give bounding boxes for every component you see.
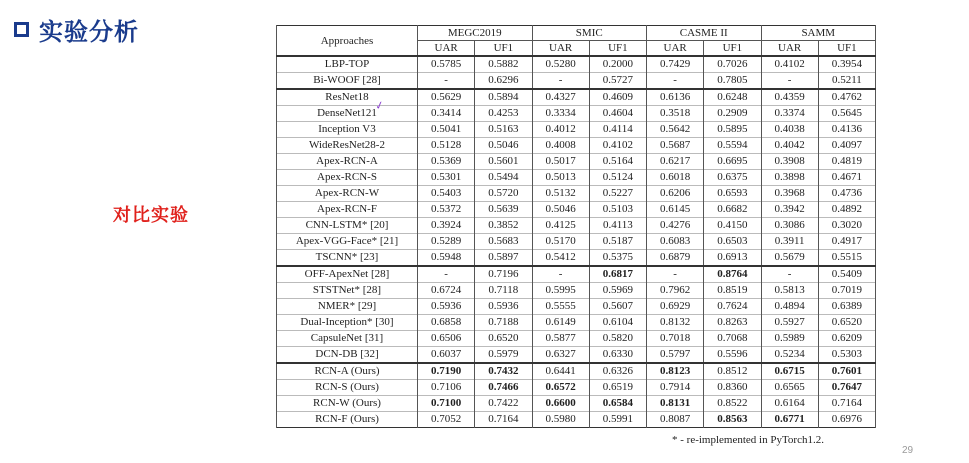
- value-cell: 0.8132: [647, 315, 704, 331]
- approach-name-cell: TSCNN* [23]: [277, 250, 418, 267]
- value-cell: 0.4671: [818, 170, 875, 186]
- value-cell: 0.6724: [418, 283, 475, 299]
- slide-title-text: 实验分析: [39, 18, 139, 46]
- value-cell: 0.5936: [475, 299, 532, 315]
- value-cell: 0.8263: [704, 315, 761, 331]
- value-cell: 0.6682: [704, 202, 761, 218]
- table-row: [277, 315, 876, 331]
- value-cell: 0.5720: [475, 186, 532, 202]
- value-cell: 0.4359: [761, 89, 818, 106]
- value-cell: 0.4008: [532, 138, 589, 154]
- value-cell: 0.7429: [647, 56, 704, 73]
- value-cell: 0.2000: [589, 56, 646, 73]
- value-cell: 0.7432: [475, 363, 532, 380]
- value-cell: 0.6217: [647, 154, 704, 170]
- metric-header-uar: UAR: [532, 41, 589, 57]
- value-cell: 0.6520: [475, 331, 532, 347]
- value-cell: 0.7601: [818, 363, 875, 380]
- value-cell: 0.6695: [704, 154, 761, 170]
- value-cell: 0.6976: [818, 412, 875, 428]
- value-cell: 0.7019: [818, 283, 875, 299]
- value-cell: 0.6506: [418, 331, 475, 347]
- value-cell: 0.5375: [589, 250, 646, 267]
- metric-header-uar: UAR: [418, 41, 475, 57]
- value-cell: 0.5211: [818, 73, 875, 90]
- value-cell: 0.5639: [475, 202, 532, 218]
- value-cell: 0.6817: [589, 266, 646, 283]
- value-cell: 0.5607: [589, 299, 646, 315]
- value-cell: 0.5128: [418, 138, 475, 154]
- value-cell: 0.7106: [418, 380, 475, 396]
- value-cell: 0.5989: [761, 331, 818, 347]
- value-cell: 0.5227: [589, 186, 646, 202]
- side-label: 对比实验: [113, 205, 189, 226]
- table-row: [277, 363, 876, 380]
- value-cell: 0.2909: [704, 106, 761, 122]
- metric-header-uf1: UF1: [704, 41, 761, 57]
- approach-name-cell: Dual-Inception* [30]: [277, 315, 418, 331]
- value-cell: 0.5170: [532, 234, 589, 250]
- value-cell: 0.6441: [532, 363, 589, 380]
- value-cell: 0.7647: [818, 380, 875, 396]
- value-cell: 0.7914: [647, 380, 704, 396]
- value-cell: 0.6572: [532, 380, 589, 396]
- value-cell: 0.4114: [589, 122, 646, 138]
- value-cell: 0.5877: [532, 331, 589, 347]
- approach-name-cell: WideResNet28-2: [277, 138, 418, 154]
- value-cell: 0.6104: [589, 315, 646, 331]
- table-row: [277, 122, 876, 138]
- value-cell: 0.5991: [589, 412, 646, 428]
- dataset-header-smic: SMIC: [532, 26, 647, 41]
- value-cell: 0.7196: [475, 266, 532, 283]
- value-cell: 0.5797: [647, 347, 704, 364]
- value-cell: 0.5187: [589, 234, 646, 250]
- value-cell: 0.4604: [589, 106, 646, 122]
- value-cell: 0.4125: [532, 218, 589, 234]
- value-cell: -: [761, 73, 818, 90]
- table-row: [277, 380, 876, 396]
- value-cell: 0.7026: [704, 56, 761, 73]
- table-row: [277, 73, 876, 90]
- value-cell: 0.7422: [475, 396, 532, 412]
- table-row: [277, 218, 876, 234]
- table-row: [277, 283, 876, 299]
- value-cell: 0.7190: [418, 363, 475, 380]
- value-cell: 0.5601: [475, 154, 532, 170]
- value-cell: 0.5727: [589, 73, 646, 90]
- results-table-container: [276, 25, 876, 428]
- approach-name-cell: Apex-RCN-A: [277, 154, 418, 170]
- table-row: [277, 106, 876, 122]
- value-cell: 0.5683: [475, 234, 532, 250]
- value-cell: 0.4097: [818, 138, 875, 154]
- approach-name-cell: RCN-A (Ours): [277, 363, 418, 380]
- value-cell: 0.4042: [761, 138, 818, 154]
- table-row: [277, 138, 876, 154]
- value-cell: 0.3020: [818, 218, 875, 234]
- table-row: [277, 412, 876, 428]
- value-cell: 0.6771: [761, 412, 818, 428]
- value-cell: 0.8563: [704, 412, 761, 428]
- value-cell: 0.6037: [418, 347, 475, 364]
- value-cell: 0.6389: [818, 299, 875, 315]
- value-cell: 0.6018: [647, 170, 704, 186]
- page-number: 29: [902, 445, 914, 456]
- value-cell: 0.8123: [647, 363, 704, 380]
- value-cell: 0.6715: [761, 363, 818, 380]
- value-cell: 0.7962: [647, 283, 704, 299]
- approach-name-cell: Bi-WOOF [28]: [277, 73, 418, 90]
- value-cell: 0.7164: [475, 412, 532, 428]
- value-cell: 0.6083: [647, 234, 704, 250]
- value-cell: 0.5687: [647, 138, 704, 154]
- value-cell: 0.6206: [647, 186, 704, 202]
- value-cell: 0.6164: [761, 396, 818, 412]
- value-cell: 0.6326: [589, 363, 646, 380]
- value-cell: 0.8360: [704, 380, 761, 396]
- value-cell: 0.5301: [418, 170, 475, 186]
- value-cell: 0.5494: [475, 170, 532, 186]
- value-cell: 0.4276: [647, 218, 704, 234]
- check-mark-icon: ✓: [373, 98, 386, 113]
- value-cell: 0.5979: [475, 347, 532, 364]
- value-cell: 0.7164: [818, 396, 875, 412]
- value-cell: 0.7100: [418, 396, 475, 412]
- approach-name-cell: Apex-VGG-Face* [21]: [277, 234, 418, 250]
- value-cell: 0.3086: [761, 218, 818, 234]
- table-header-row: [277, 26, 876, 41]
- approach-name-cell: DCN-DB [32]: [277, 347, 418, 364]
- table-row: [277, 234, 876, 250]
- value-cell: 0.7466: [475, 380, 532, 396]
- value-cell: 0.3924: [418, 218, 475, 234]
- value-cell: 0.5013: [532, 170, 589, 186]
- dataset-header-megc2019: MEGC2019: [418, 26, 533, 41]
- value-cell: 0.5046: [475, 138, 532, 154]
- value-cell: 0.3414: [418, 106, 475, 122]
- table-row: [277, 186, 876, 202]
- value-cell: 0.4253: [475, 106, 532, 122]
- value-cell: 0.5164: [589, 154, 646, 170]
- value-cell: 0.7118: [475, 283, 532, 299]
- metric-header-uf1: UF1: [589, 41, 646, 57]
- value-cell: 0.5017: [532, 154, 589, 170]
- approach-name-cell: DenseNet121: [277, 106, 418, 122]
- value-cell: 0.5596: [704, 347, 761, 364]
- value-cell: 0.5785: [418, 56, 475, 73]
- value-cell: 0.8131: [647, 396, 704, 412]
- value-cell: 0.5163: [475, 122, 532, 138]
- approach-name-cell: Apex-RCN-S: [277, 170, 418, 186]
- value-cell: 0.5041: [418, 122, 475, 138]
- value-cell: -: [418, 73, 475, 90]
- value-cell: 0.5132: [532, 186, 589, 202]
- value-cell: 0.6565: [761, 380, 818, 396]
- value-cell: 0.5948: [418, 250, 475, 267]
- value-cell: 0.6330: [589, 347, 646, 364]
- value-cell: 0.5409: [818, 266, 875, 283]
- value-cell: 0.8519: [704, 283, 761, 299]
- value-cell: 0.3852: [475, 218, 532, 234]
- value-cell: 0.6375: [704, 170, 761, 186]
- value-cell: 0.4327: [532, 89, 589, 106]
- table-row: [277, 299, 876, 315]
- value-cell: 0.3954: [818, 56, 875, 73]
- metric-header-uf1: UF1: [475, 41, 532, 57]
- approach-name-cell: CNN-LSTM* [20]: [277, 218, 418, 234]
- table-row: [277, 89, 876, 106]
- value-cell: 0.5369: [418, 154, 475, 170]
- value-cell: -: [647, 266, 704, 283]
- value-cell: 0.3942: [761, 202, 818, 218]
- value-cell: 0.5980: [532, 412, 589, 428]
- value-cell: 0.6149: [532, 315, 589, 331]
- value-cell: 0.5046: [532, 202, 589, 218]
- table-row: [277, 202, 876, 218]
- value-cell: 0.6520: [818, 315, 875, 331]
- value-cell: 0.6929: [647, 299, 704, 315]
- value-cell: 0.5882: [475, 56, 532, 73]
- value-cell: 0.6858: [418, 315, 475, 331]
- value-cell: 0.4102: [761, 56, 818, 73]
- slide-title: [14, 12, 139, 47]
- value-cell: 0.6879: [647, 250, 704, 267]
- dataset-header-samm: SAMM: [761, 26, 876, 41]
- value-cell: -: [761, 266, 818, 283]
- value-cell: 0.6519: [589, 380, 646, 396]
- value-cell: 0.5303: [818, 347, 875, 364]
- value-cell: 0.3898: [761, 170, 818, 186]
- value-cell: 0.4113: [589, 218, 646, 234]
- value-cell: 0.5234: [761, 347, 818, 364]
- value-cell: 0.3374: [761, 106, 818, 122]
- approach-name-cell: RCN-W (Ours): [277, 396, 418, 412]
- value-cell: 0.5403: [418, 186, 475, 202]
- table-row: [277, 250, 876, 267]
- value-cell: 0.8512: [704, 363, 761, 380]
- value-cell: 0.5813: [761, 283, 818, 299]
- value-cell: 0.5372: [418, 202, 475, 218]
- value-cell: 0.7068: [704, 331, 761, 347]
- value-cell: 0.6248: [704, 89, 761, 106]
- value-cell: -: [532, 73, 589, 90]
- value-cell: -: [647, 73, 704, 90]
- value-cell: 0.7188: [475, 315, 532, 331]
- value-cell: 0.4819: [818, 154, 875, 170]
- table-row: [277, 396, 876, 412]
- value-cell: 0.5103: [589, 202, 646, 218]
- value-cell: 0.4136: [818, 122, 875, 138]
- value-cell: 0.5280: [532, 56, 589, 73]
- value-cell: 0.4150: [704, 218, 761, 234]
- approach-name-cell: LBP-TOP: [277, 56, 418, 73]
- value-cell: 0.8087: [647, 412, 704, 428]
- value-cell: 0.6584: [589, 396, 646, 412]
- approach-name-cell: Apex-RCN-F: [277, 202, 418, 218]
- value-cell: 0.4609: [589, 89, 646, 106]
- value-cell: 0.5124: [589, 170, 646, 186]
- footnote: * - re-implemented in PyTorch1.2.: [672, 434, 824, 446]
- value-cell: 0.6600: [532, 396, 589, 412]
- approach-name-cell: RCN-S (Ours): [277, 380, 418, 396]
- value-cell: 0.5969: [589, 283, 646, 299]
- approach-name-cell: STSTNet* [28]: [277, 283, 418, 299]
- value-cell: 0.5412: [532, 250, 589, 267]
- value-cell: 0.4917: [818, 234, 875, 250]
- metric-header-uar: UAR: [761, 41, 818, 57]
- value-cell: 0.5594: [704, 138, 761, 154]
- value-cell: 0.3908: [761, 154, 818, 170]
- approaches-header: Approaches: [277, 26, 418, 57]
- value-cell: 0.8764: [704, 266, 761, 283]
- table-row: [277, 331, 876, 347]
- table-row: [277, 347, 876, 364]
- value-cell: 0.3334: [532, 106, 589, 122]
- value-cell: 0.6327: [532, 347, 589, 364]
- dataset-header-casme2: CASME II: [647, 26, 762, 41]
- value-cell: 0.4038: [761, 122, 818, 138]
- value-cell: 0.6296: [475, 73, 532, 90]
- value-cell: 0.6503: [704, 234, 761, 250]
- value-cell: 0.5820: [589, 331, 646, 347]
- metric-header-uf1: UF1: [818, 41, 875, 57]
- value-cell: 0.4102: [589, 138, 646, 154]
- value-cell: 0.6145: [647, 202, 704, 218]
- value-cell: 0.5895: [704, 122, 761, 138]
- value-cell: 0.5629: [418, 89, 475, 106]
- value-cell: 0.4892: [818, 202, 875, 218]
- value-cell: 0.5679: [761, 250, 818, 267]
- value-cell: 0.5936: [418, 299, 475, 315]
- value-cell: 0.6209: [818, 331, 875, 347]
- value-cell: -: [418, 266, 475, 283]
- results-body: [277, 56, 876, 428]
- approach-name-cell: CapsuleNet [31]: [277, 331, 418, 347]
- value-cell: 0.6913: [704, 250, 761, 267]
- table-row: [277, 56, 876, 73]
- value-cell: 0.4736: [818, 186, 875, 202]
- value-cell: 0.3518: [647, 106, 704, 122]
- value-cell: 0.7018: [647, 331, 704, 347]
- value-cell: 0.5894: [475, 89, 532, 106]
- value-cell: 0.7624: [704, 299, 761, 315]
- value-cell: 0.6593: [704, 186, 761, 202]
- value-cell: -: [532, 266, 589, 283]
- value-cell: 0.5642: [647, 122, 704, 138]
- value-cell: 0.8522: [704, 396, 761, 412]
- value-cell: 0.5645: [818, 106, 875, 122]
- table-row: [277, 154, 876, 170]
- approach-name-cell: ResNet18: [277, 89, 418, 106]
- approach-name-cell: Apex-RCN-W: [277, 186, 418, 202]
- value-cell: 0.7052: [418, 412, 475, 428]
- value-cell: 0.7805: [704, 73, 761, 90]
- value-cell: 0.5515: [818, 250, 875, 267]
- value-cell: 0.4894: [761, 299, 818, 315]
- table-row: [277, 170, 876, 186]
- approach-name-cell: NMER* [29]: [277, 299, 418, 315]
- value-cell: 0.4012: [532, 122, 589, 138]
- approach-name-cell: Inception V3: [277, 122, 418, 138]
- value-cell: 0.3968: [761, 186, 818, 202]
- table-row: [277, 266, 876, 283]
- value-cell: 0.4762: [818, 89, 875, 106]
- approach-name-cell: OFF-ApexNet [28]: [277, 266, 418, 283]
- value-cell: 0.6136: [647, 89, 704, 106]
- value-cell: 0.5555: [532, 299, 589, 315]
- approach-name-cell: RCN-F (Ours): [277, 412, 418, 428]
- value-cell: 0.3911: [761, 234, 818, 250]
- value-cell: 0.5897: [475, 250, 532, 267]
- square-bullet-icon: [14, 22, 29, 37]
- value-cell: 0.5995: [532, 283, 589, 299]
- value-cell: 0.5927: [761, 315, 818, 331]
- value-cell: 0.5289: [418, 234, 475, 250]
- metric-header-uar: UAR: [647, 41, 704, 57]
- results-table: [276, 25, 876, 428]
